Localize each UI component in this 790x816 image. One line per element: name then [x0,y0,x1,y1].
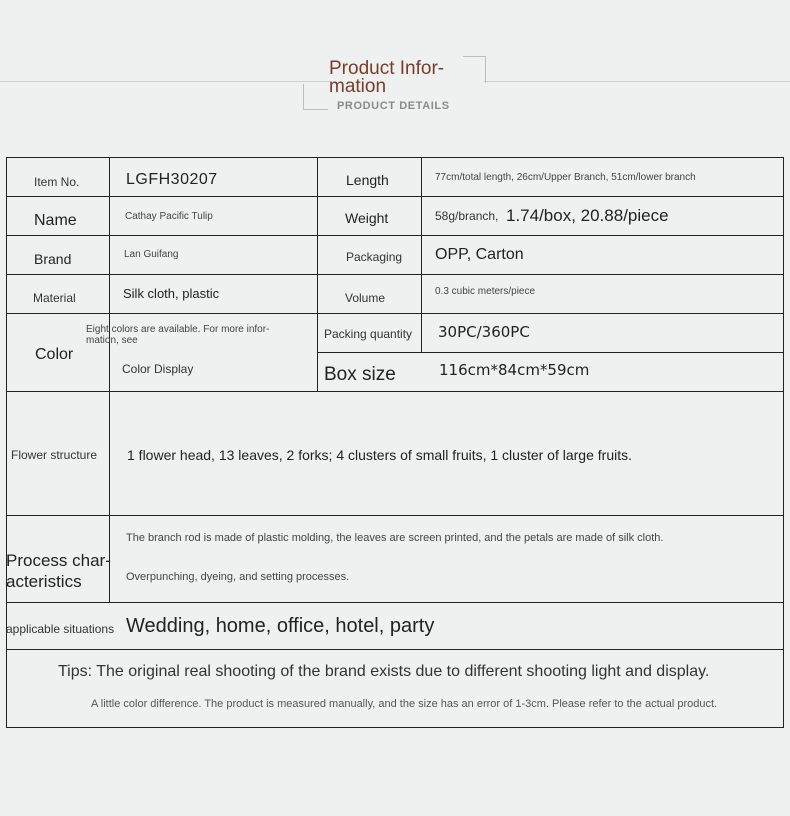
box-size-value: 116cm*84cm*59cm [439,361,590,379]
situations-label: applicable situations [6,622,115,636]
name-value: Cathay Pacific Tulip [125,211,213,222]
material-value: Silk cloth, plastic [123,286,220,301]
material-label: Material [33,291,76,305]
brand-value: Lan Guifang [124,249,179,260]
brand-label: Brand [34,251,72,267]
packaging-label: Packaging [346,250,403,264]
item-no-value: LGFH30207 [126,171,218,188]
tips-line-1: Tips: The original real shooting of the brand exists due to different shooting light and display. [58,663,710,680]
header-rule-left [0,81,330,82]
volume-label: Volume [345,291,386,305]
length-label: Length [346,172,389,188]
header-rule-right [484,81,790,82]
weight-label: Weight [345,210,389,226]
header-bracket-bottom [303,84,328,110]
process-line-1: The branch rod is made of plastic molding, the leaves are screen printed, and the petals are made of silk cloth. [126,532,664,544]
name-label: Name [34,212,77,229]
weight-value-large: 1.74/box, 20.88/piece [506,206,669,225]
process-label: Process char- acteristics [6,551,111,591]
weight-value-small: 58g/branch, [435,209,499,223]
flower-structure-label: Flower structure [11,448,98,462]
page-title: Product Infor- mation [329,58,445,97]
color-display-link[interactable]: Color Display [122,362,194,376]
header-bracket-top [463,56,486,83]
color-note: Eight colors are available. For more infor- mation, see [86,324,270,346]
packing-quantity-value: 30PC/360PC [438,323,530,341]
page-subtitle: PRODUCT DETAILS [337,100,450,112]
length-value: 77cm/total length, 26cm/Upper Branch, 51cm/lower branch [435,172,696,183]
process-line-2: Overpunching, dyeing, and setting processes. [126,571,350,583]
packaging-value: OPP, Carton [435,246,524,263]
color-label: Color [35,346,74,363]
situations-value: Wedding, home, office, hotel, party [126,615,435,637]
item-no-label: Item No. [34,175,80,189]
box-size-label: Box size [324,364,396,385]
tips-line-2: A little color difference. The product is measured manually, and the size has an error of 1-3cm. Please refer to the actual product. [91,698,718,710]
flower-structure-value: 1 flower head, 13 leaves, 2 forks; 4 clusters of small fruits, 1 cluster of large fruits. [127,447,632,463]
packing-quantity-label: Packing quantity [324,327,413,341]
volume-value: 0.3 cubic meters/piece [435,286,536,297]
